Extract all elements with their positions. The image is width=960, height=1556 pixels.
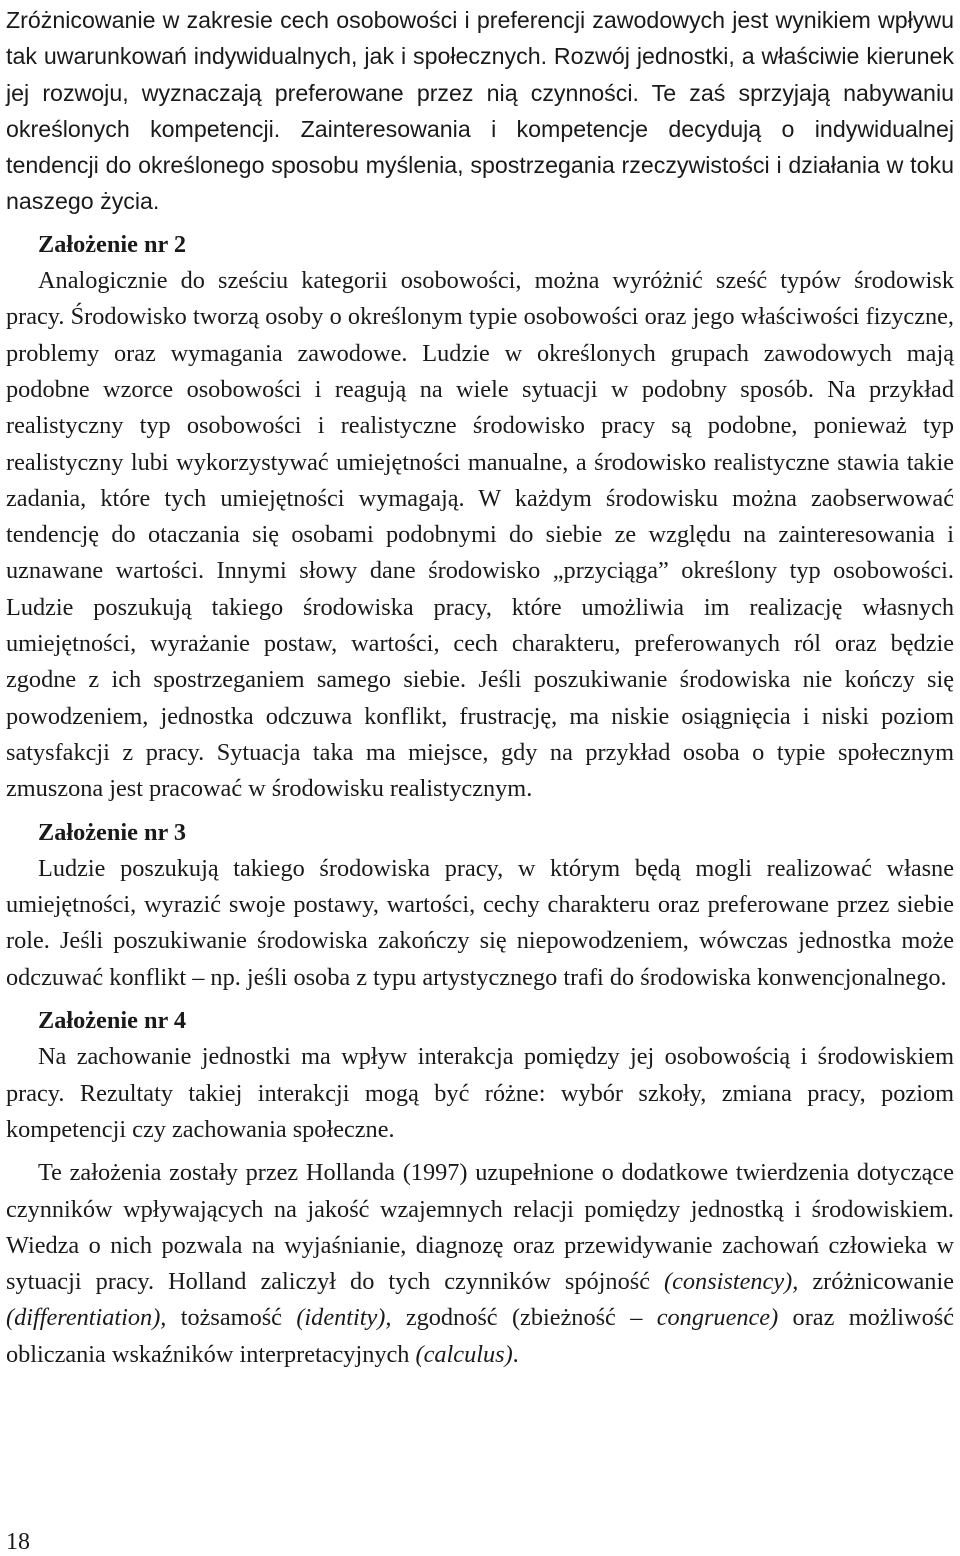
term-differentiation: (differentiation), <box>6 1304 167 1332</box>
page-body <box>6 2 954 1373</box>
text-span: tożsamość <box>166 1304 297 1332</box>
text-span: . <box>512 1340 519 1368</box>
assumption-4-paragraph: Na zachowanie jednostki ma wpływ interakcja pomiędzy jej osobowością i środowiskiem pracy. Rezultaty takiej interakcji mogą być różne: wybór szkoły, zmiana pracy, poziom kompetencji czy zachowania społeczne. <box>6 1043 954 1143</box>
term-consistency: (consistency), <box>664 1268 799 1296</box>
page-number: 18 <box>6 1529 30 1555</box>
assumption-2-heading: Założenie nr 2 <box>38 230 187 258</box>
term-congruence: congruence) <box>656 1304 779 1332</box>
assumption-3-heading: Założenie nr 3 <box>38 818 187 846</box>
term-calculus: (calculus) <box>415 1340 513 1368</box>
assumption-2-paragraph: Analogicznie do sześciu kategorii osobowości, można wyróżnić sześć typów środowisk pracy. Środowisko tworzą osoby o określonym typie osobowości oraz jego właściwości fizyczne, problemy oraz wymagania zawodowe. Ludzie w określonych grupach zawodowych mają podobne wzorce osobowości i reagują na wiele sytuacji w podobny sposób. Na przykład realistyczny typ osobowości i realistyczne środowisko pracy są podobne, ponieważ typ realistyczny lubi wykorzystywać umiejętności manualne, a środowisko realistyczne stawia takie zadania, które tych umiejętności wymagają. W każdym środowisku można zaobserwować tendencję do otaczania się osobami podobnymi do siebie ze względu na zainteresowania i uznawane wartości. Innymi słowy dane środowisko „przyciąga” określony typ osobowości. Ludzie poszukują takiego środowiska pracy, które umożliwia im realizację własnych umiejętności, wyrażanie postaw, wartości, cech charakteru, preferowanych ról oraz będzie zgodne z ich spostrzeganiem samego siebie. Jeśli poszukiwanie środowiska nie kończy się powodzeniem, jednostka odczuwa konflikt, frustrację, ma niskie osiągnięcia i niski poziom satysfakcji z pracy. Sytuacja taka ma miejsce, gdy na przykład osoba o typie społecznym zmuszona jest pracować w środowisku realistycznym. <box>6 267 954 803</box>
assumption-4-heading: Założenie nr 4 <box>38 1007 187 1035</box>
term-identity: (identity), <box>296 1304 392 1332</box>
text-span: zgodność (zbieżność – <box>391 1304 657 1332</box>
holland-factors-paragraph <box>6 1155 954 1373</box>
text-span: Te założenia zostały przez Hollanda (1997) uzupełnione o dodatkowe twierdzenia dotyczące czynników wpływających na jakość wzajemnych relacji pomiędzy jednostką i środowiskiem. Wiedza o nich pozwala na wyjaśnianie, diagnozę oraz przewidywanie zachowań człowieka w sytuacji pracy. Holland zaliczył do tych czynników spójność <box>6 1159 954 1296</box>
text-span: oraz możliwość obliczania wskaźników interpretacyjnych <box>6 1304 954 1368</box>
intro-paragraph: Zróżnicowanie w zakresie cech osobowości i preferencji zawodowych jest wynikiem wpływu tak uwarunkowań indywidualnych, jak i społecznych. Rozwój jednostki, a właściwie kierunek jej rozwoju, wyznaczają preferowane przez nią czynności. Te zaś sprzyjają nabywaniu określonych kompetencji. Zainteresowania i kompetencje decydują o indywidualnej tendencji do określonego sposobu myślenia, spostrzegania rzeczywistości i działania w toku naszego życia. <box>6 7 954 215</box>
text-span: zróżnicowanie <box>798 1268 954 1296</box>
assumption-3-paragraph: Ludzie poszukują takiego środowiska pracy, w którym będą mogli realizować własne umiejętności, wyrazić swoje postawy, wartości, cechy charakteru oraz preferowane przez siebie role. Jeśli poszukiwanie środowiska zakończy się niepowodzeniem, wówczas jednostka może odczuwać konflikt – np. jeśli osoba z typu artystycznego trafi do środowiska konwencjonalnego. <box>6 854 954 991</box>
